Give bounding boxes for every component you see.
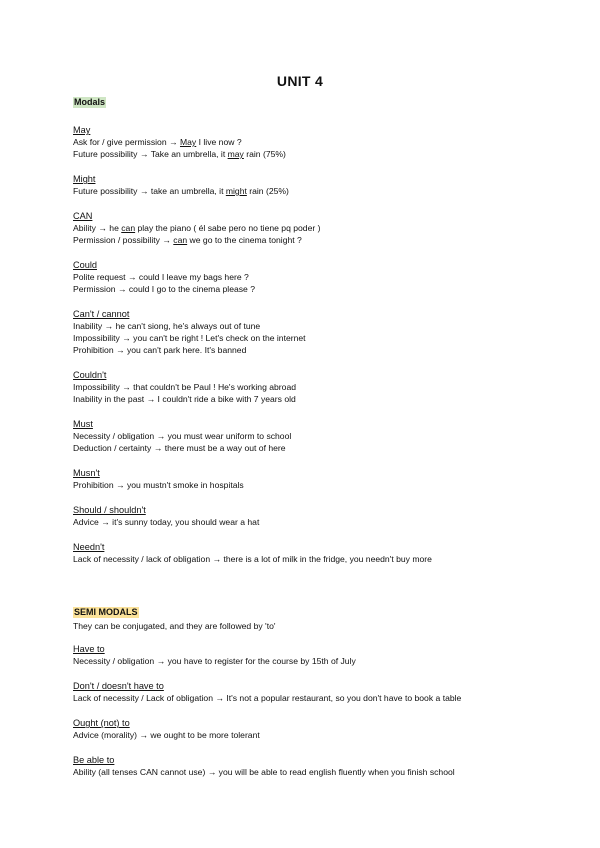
section-heading: Musn't	[73, 468, 100, 478]
example-line	[73, 185, 573, 197]
line-text: Future possibility → take an umbrella, it	[73, 186, 226, 196]
underlined-modal: May	[179, 137, 197, 147]
line-text: Deduction / certainty → there must be a way out of here	[73, 443, 286, 453]
section-heading: Don't / doesn't have to	[73, 681, 164, 691]
section-heading: Might	[73, 174, 96, 184]
modals-list	[73, 124, 573, 565]
section-heading: CAN	[73, 211, 93, 221]
line-text: Necessity / obligation → you have to register for the course by 15th of July	[73, 656, 356, 666]
example-line	[73, 479, 573, 491]
line-text: rain (25%)	[246, 186, 289, 196]
example-line	[73, 283, 573, 295]
section-heading: Have to	[73, 644, 105, 654]
example-line	[73, 148, 573, 160]
modal-section	[73, 308, 573, 356]
semi-modals-tag: SEMI MODALS	[74, 607, 138, 617]
example-line	[73, 136, 573, 148]
modal-section	[73, 754, 573, 778]
section-heading: Be able to	[73, 755, 115, 765]
modal-section	[73, 210, 573, 246]
page-title: UNIT 4	[276, 73, 324, 89]
section-heading: Couldn't	[73, 370, 107, 380]
underlined-modal: might	[225, 186, 247, 196]
underlined-modal: can	[121, 223, 136, 233]
example-line	[73, 442, 573, 454]
underlined-modal: can	[173, 235, 188, 245]
line-text: Necessity / obligation → you must wear uniform to school	[73, 431, 292, 441]
semi-modals-description: They can be conjugated, and they are followed by 'to'	[73, 621, 276, 631]
modal-section	[73, 717, 573, 741]
line-text: Advice → it's sunny today, you should wear a hat	[73, 517, 260, 527]
line-text: Ability (all tenses CAN cannot use) → you will be able to read english fluently when you finish school	[73, 767, 455, 777]
line-text: Inability in the past → I couldn't ride a bike with 7 years old	[73, 394, 296, 404]
modal-section	[73, 643, 573, 667]
line-text: Inability → he can't siong, he's always out of tune	[73, 321, 261, 331]
line-text: Polite request → could I leave my bags here ?	[73, 272, 249, 282]
example-line	[73, 344, 573, 356]
example-line	[73, 692, 573, 704]
semi-modals-block	[73, 602, 573, 778]
line-text: Impossibility → you can't be right ! Let's check on the internet	[73, 333, 306, 343]
modal-section	[73, 259, 573, 295]
example-line	[73, 234, 573, 246]
section-heading: Can't / cannot	[73, 309, 130, 319]
modal-section	[73, 541, 573, 565]
line-text: we go to the cinema tonight ?	[187, 235, 302, 245]
example-line	[73, 271, 573, 283]
example-line	[73, 393, 573, 405]
example-line	[73, 655, 573, 667]
modal-section	[73, 680, 573, 704]
section-heading: Should / shouldn't	[73, 505, 146, 515]
example-line	[73, 381, 573, 393]
example-line	[73, 516, 573, 528]
section-heading: May	[73, 125, 91, 135]
modal-section	[73, 418, 573, 454]
modal-section	[73, 369, 573, 405]
section-heading: Ought (not) to	[73, 718, 130, 728]
underlined-modal: may	[227, 149, 244, 159]
line-text: rain (75%)	[243, 149, 286, 159]
section-heading: Needn't	[73, 542, 105, 552]
line-text: Prohibition → you mustn't smoke in hospitals	[73, 480, 244, 490]
modal-section	[73, 124, 573, 160]
example-line	[73, 332, 573, 344]
modal-section	[73, 467, 573, 491]
line-text: Ask for / give permission →	[73, 137, 180, 147]
line-text: Advice (morality) → we ought to be more tolerant	[73, 730, 260, 740]
modal-section	[73, 173, 573, 197]
section-heading: Must	[73, 419, 93, 429]
example-line	[73, 553, 573, 565]
line-text: Lack of necessity / Lack of obligation → It's not a popular restaurant, so you don't have to book a table	[73, 693, 462, 703]
line-text: Permission / possibility →	[73, 235, 174, 245]
example-line	[73, 729, 573, 741]
line-text: Future possibility → Take an umbrella, it	[73, 149, 228, 159]
example-line	[73, 766, 573, 778]
line-text: Impossibility → that couldn't be Paul ! He's working abroad	[73, 382, 297, 392]
line-text: Prohibition → you can't park here. It's banned	[73, 345, 247, 355]
line-text: Ability → he	[73, 223, 122, 233]
example-line	[73, 222, 573, 234]
modals-tag: Modals	[74, 97, 106, 107]
line-text: I live now ?	[196, 137, 242, 147]
line-text: play the piano ( él sabe pero no tiene pq poder )	[135, 223, 321, 233]
document-body	[73, 92, 573, 791]
semi-modals-list	[73, 643, 573, 778]
section-heading: Could	[73, 260, 98, 270]
example-line	[73, 320, 573, 332]
modal-section	[73, 504, 573, 528]
example-line	[73, 430, 573, 442]
line-text: Lack of necessity / lack of obligation → there is a lot of milk in the fridge, you needn't buy more	[73, 554, 432, 564]
line-text: Permission → could I go to the cinema please ?	[73, 284, 255, 294]
